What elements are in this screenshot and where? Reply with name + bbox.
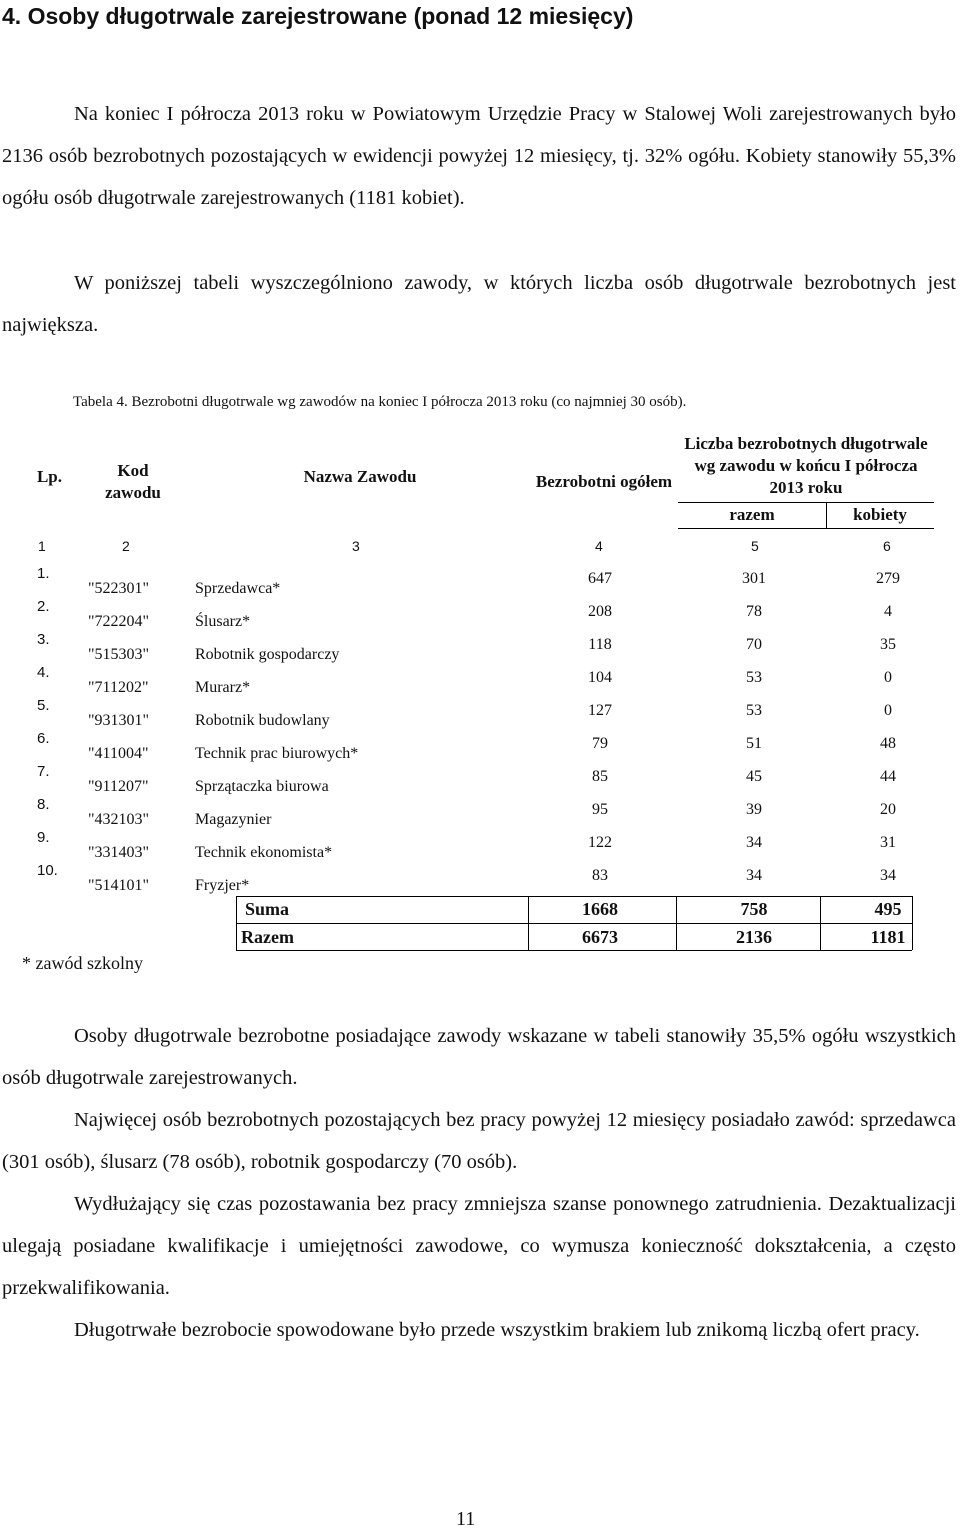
- sum-label: Suma: [245, 899, 290, 919]
- table-footnote: * zawód szkolny: [22, 953, 143, 973]
- col-num-1: 1: [38, 538, 46, 554]
- sum-mid-border: [236, 923, 912, 924]
- row-kod-zawodu: "522301": [88, 580, 150, 597]
- intro-paragraph-1: Na koniec I półrocza 2013 roku w Powiatowym Urzędzie Pracy w Stalowej Woli zarejestrowanych było 2136 osób bezrobotnych pozostających w ewidencji powyżej 12 miesięcy, tj. 32% ogółu. Kobiety stanowiły 55,3% ogółu osób długotrwale zarejestrowanych (1181 kobiet).: [2, 103, 956, 209]
- total-row: [0, 925, 960, 951]
- outro-paragraph-2: Najwięcej osób bezrobotnych pozostających bez pracy powyżej 12 miesięcy posiadało zawód: sprzedawca (301 osób), ślusarz (78 osób), robotnik gospodarczy (70 osób).: [2, 1109, 956, 1173]
- row-lp: 3.: [37, 631, 50, 648]
- sum-ogolem: 1668: [582, 899, 618, 919]
- row-nazwa-zawodu: Magazynier: [195, 811, 272, 828]
- row-razem: 51: [746, 735, 762, 752]
- total-ogolem: 6673: [582, 927, 618, 947]
- table-row: [0, 598, 960, 634]
- row-kod-zawodu: "722204": [88, 613, 150, 630]
- sum-razem: 758: [740, 899, 768, 919]
- table-row: [0, 664, 960, 700]
- row-kobiety: 34: [880, 867, 896, 884]
- row-kod-zawodu: "411004": [88, 745, 149, 762]
- row-razem: 78: [746, 603, 762, 620]
- row-nazwa-zawodu: Murarz*: [195, 679, 251, 696]
- header-razem: razem: [729, 505, 775, 524]
- row-nazwa-zawodu: Technik ekonomista*: [195, 844, 333, 861]
- row-nazwa-zawodu: Robotnik budowlany: [195, 712, 330, 729]
- row-nazwa-zawodu: Fryzjer*: [195, 877, 250, 894]
- intro-paragraph-2: W poniższej tabeli wyszczególniono zawody, w których liczba osób długotrwale bezrobotnych jest największa.: [2, 272, 956, 336]
- row-bezrobotni-ogolem: 208: [588, 603, 612, 620]
- sum-kobiety: 495: [874, 899, 902, 919]
- row-kobiety: 20: [880, 801, 896, 818]
- row-bezrobotni-ogolem: 85: [592, 768, 608, 785]
- row-kobiety: 48: [880, 735, 896, 752]
- row-razem: 39: [746, 801, 762, 818]
- row-lp: 5.: [37, 697, 50, 714]
- row-lp: 2.: [37, 598, 50, 615]
- row-lp: 8.: [37, 796, 50, 813]
- header-kod-zawodu: Kod zawodu: [105, 461, 161, 502]
- row-nazwa-zawodu: Technik prac biurowych*: [195, 745, 359, 762]
- row-razem: 45: [746, 768, 762, 785]
- table-row: [0, 829, 960, 865]
- row-bezrobotni-ogolem: 122: [588, 834, 612, 851]
- row-nazwa-zawodu: Ślusarz*: [195, 613, 251, 630]
- row-bezrobotni-ogolem: 79: [592, 735, 608, 752]
- col-num-4: 4: [595, 538, 603, 554]
- header-divider: [678, 502, 934, 503]
- row-kobiety: 35: [880, 636, 896, 653]
- row-razem: 34: [746, 834, 762, 851]
- table-row: [0, 763, 960, 799]
- row-kobiety: 279: [876, 570, 900, 587]
- row-kod-zawodu: "711202": [88, 679, 149, 696]
- header-bottom-border: [678, 528, 934, 529]
- row-kod-zawodu: "331403": [88, 844, 150, 861]
- row-kod-zawodu: "931301": [88, 712, 150, 729]
- row-kod-zawodu: "514101": [88, 877, 150, 894]
- row-kod-zawodu: "515303": [88, 646, 150, 663]
- row-lp: 4.: [37, 664, 50, 681]
- row-lp: 6.: [37, 730, 50, 747]
- table-row: [0, 730, 960, 766]
- row-lp: 9.: [37, 829, 50, 846]
- row-bezrobotni-ogolem: 127: [588, 702, 612, 719]
- row-kobiety: 44: [880, 768, 896, 785]
- header-bezrobotni-ogolem: Bezrobotni ogółem: [535, 472, 673, 491]
- table-row: [0, 697, 960, 733]
- row-nazwa-zawodu: Robotnik gospodarczy: [195, 646, 340, 663]
- sum-border-v4: [820, 896, 821, 950]
- row-bezrobotni-ogolem: 118: [588, 636, 612, 653]
- col-num-3: 3: [352, 538, 360, 554]
- row-lp: 10.: [37, 862, 58, 879]
- sum-border-v2: [528, 896, 529, 950]
- table-row: [0, 565, 960, 601]
- row-nazwa-zawodu: Sprzątaczka biurowa: [195, 778, 329, 795]
- sum-border-v1: [236, 896, 237, 950]
- sum-border-v5: [912, 896, 913, 950]
- row-razem: 53: [746, 669, 762, 686]
- row-kod-zawodu: "432103": [88, 811, 150, 828]
- outro-paragraph-3: Wydłużający się czas pozostawania bez pracy zmniejsza szanse ponownego zatrudnienia. Dezaktualizacji ulegają posiadane kwalifikacje i umiejętności zawodowe, co wymusza konieczność dokształcenia, a często przekwalifikowania.: [2, 1193, 956, 1299]
- sum-top-border: [236, 896, 912, 897]
- outro-paragraph-4: Długotrwałe bezrobocie spowodowane było przede wszystkim brakiem lub znikomą liczbą ofert pracy.: [74, 1319, 920, 1341]
- row-razem: 53: [746, 702, 762, 719]
- row-kobiety: 0: [884, 702, 892, 719]
- row-kod-zawodu: "911207": [88, 778, 149, 795]
- row-kobiety: 4: [884, 603, 892, 620]
- col-num-5: 5: [751, 538, 759, 554]
- sum-bottom-border: [236, 950, 912, 951]
- section-heading: 4. Osoby długotrwale zarejestrowane (ponad 12 miesięcy): [2, 3, 634, 29]
- row-kobiety: 0: [884, 669, 892, 686]
- header-lp: Lp.: [36, 467, 63, 486]
- table-caption: Tabela 4. Bezrobotni długotrwale wg zawodów na koniec I półrocza 2013 roku (co najmniej 30 osób).: [73, 394, 687, 410]
- row-bezrobotni-ogolem: 95: [592, 801, 608, 818]
- sum-row: [0, 897, 960, 923]
- row-kobiety: 31: [880, 834, 896, 851]
- row-bezrobotni-ogolem: 104: [588, 669, 612, 686]
- row-lp: 7.: [37, 763, 50, 780]
- header-liczba-bezrobotnych: Liczba bezrobotnych długotrwale wg zawodu w końcu I półrocza 2013 roku: [684, 434, 928, 497]
- col-num-2: 2: [122, 538, 130, 554]
- total-razem: 2136: [736, 927, 772, 947]
- total-kobiety: 1181: [870, 927, 906, 947]
- row-razem: 34: [746, 867, 762, 884]
- header-nazwa-zawodu: Nazwa Zawodu: [303, 467, 417, 486]
- page-number: 11: [456, 1508, 476, 1530]
- table-row: [0, 631, 960, 667]
- column-number-row: [0, 538, 960, 558]
- col-num-6: 6: [883, 538, 891, 554]
- sum-border-v3: [676, 896, 677, 950]
- row-razem: 70: [746, 636, 762, 653]
- total-label: Razem: [241, 927, 294, 947]
- table-row: [0, 862, 960, 898]
- row-nazwa-zawodu: Sprzedawca*: [195, 580, 281, 597]
- outro-paragraph-1: Osoby długotrwale bezrobotne posiadające zawody wskazane w tabeli stanowiły 35,5% ogółu wszystkich osób długotrwale zarejestrowanych.: [2, 1025, 956, 1089]
- row-bezrobotni-ogolem: 647: [588, 570, 612, 587]
- header-kobiety: kobiety: [853, 505, 907, 524]
- row-razem: 301: [742, 570, 766, 587]
- header-vertical-divider: [826, 502, 827, 528]
- table-row: [0, 796, 960, 832]
- row-bezrobotni-ogolem: 83: [592, 867, 608, 884]
- row-lp: 1.: [37, 565, 50, 582]
